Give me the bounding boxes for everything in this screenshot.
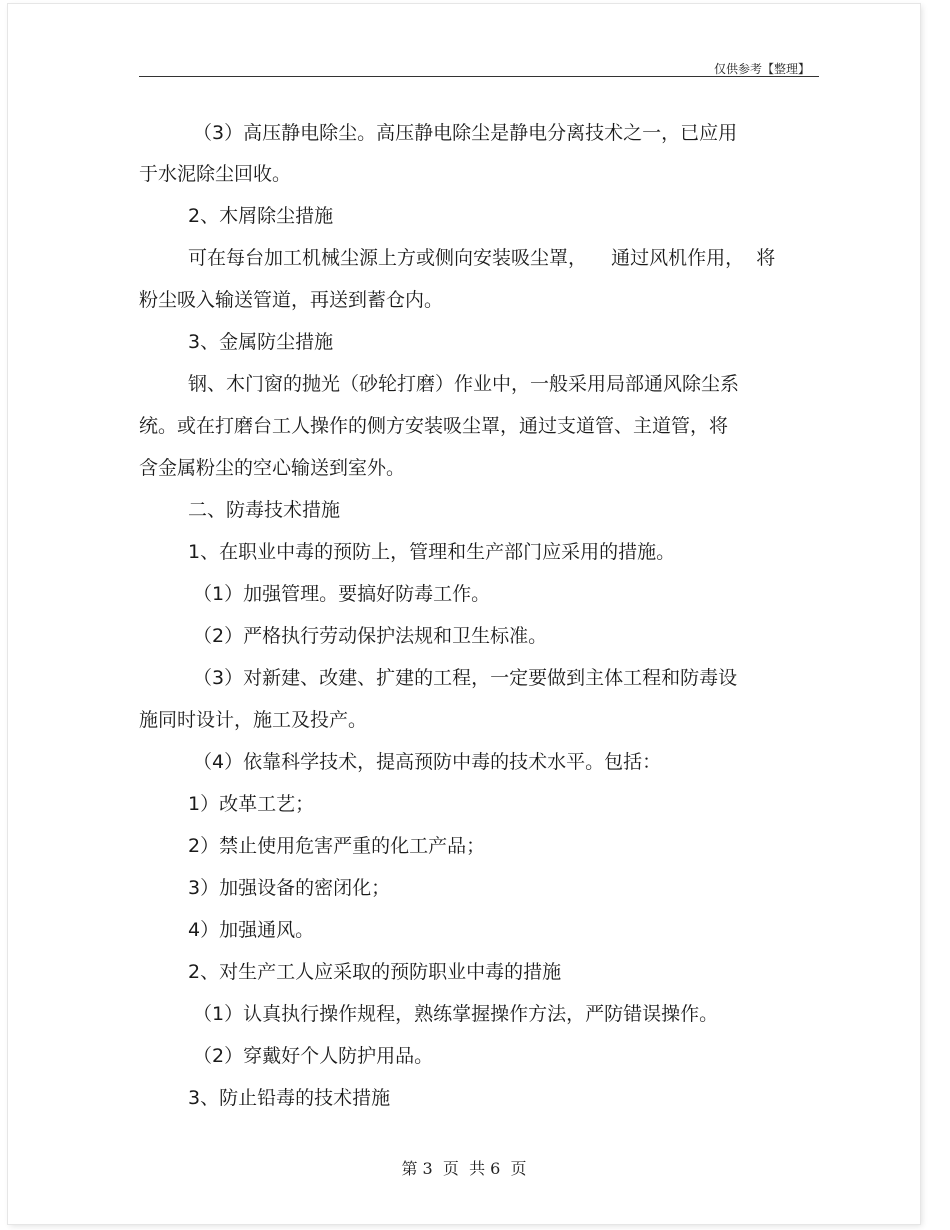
document-page [8,4,920,1224]
section-heading: 3、防止铅毒的技术措施 [188,1087,391,1109]
section-heading: 2、对生产工人应采取的预防职业中毒的措施 [188,961,562,983]
list-item: 3）加强设备的密闭化； [188,877,391,899]
list-item: （1）加强管理。要搞好防毒工作。 [193,583,491,605]
header-divider [139,76,819,77]
list-item: （2）严格执行劳动保护法规和卫生标准。 [193,625,548,647]
list-item: （3）对新建、改建、扩建的工程，一定要做到主体工程和防毒设 [193,667,738,689]
list-item: 4）加强通风。 [188,919,315,941]
body-line: （3）高压静电除尘。高压静电除尘是静电分离技术之一，已应用 [193,122,738,144]
section-heading: 3、金属防尘措施 [188,331,334,353]
body-line: 于水泥除尘回收。 [139,163,292,185]
body-line: 可在每台加工机械尘源上方或侧向安装吸尘罩， 通过风机作用， 将 [188,247,776,269]
body-line: 含金属粉尘的空心输送到室外。 [139,457,406,479]
section-heading: 2、木屑除尘措施 [188,205,334,227]
list-item: 1）改革工艺； [188,793,315,815]
list-item: 2）禁止使用危害严重的化工产品； [188,835,486,857]
body-line: 粉尘吸入输送管道，再送到蓄仓内。 [139,289,444,311]
list-item: （1）认真执行操作规程，熟练掌握操作方法，严防错误操作。 [193,1003,719,1025]
body-line: 统。或在打磨台工人操作的侧方安装吸尘罩，通过支道管、主道管，将 [139,415,729,437]
page-number: 第 3 页 共 6 页 [401,1159,527,1178]
body-line: 钢、木门窗的抛光（砂轮打磨）作业中，一般采用局部通风除尘系 [188,373,740,395]
list-item: （2）穿戴好个人防护用品。 [193,1045,434,1067]
header-note: 仅供参考【整理】 [713,62,810,76]
body-line: 施同时设计，施工及投产。 [139,709,368,731]
section-heading: 二、防毒技术措施 [188,499,341,521]
list-item: （4）依靠科学技术，提高预防中毒的技术水平。包括： [193,751,662,773]
body-line: 1、在职业中毒的预防上，管理和生产部门应采用的措施。 [188,541,676,563]
